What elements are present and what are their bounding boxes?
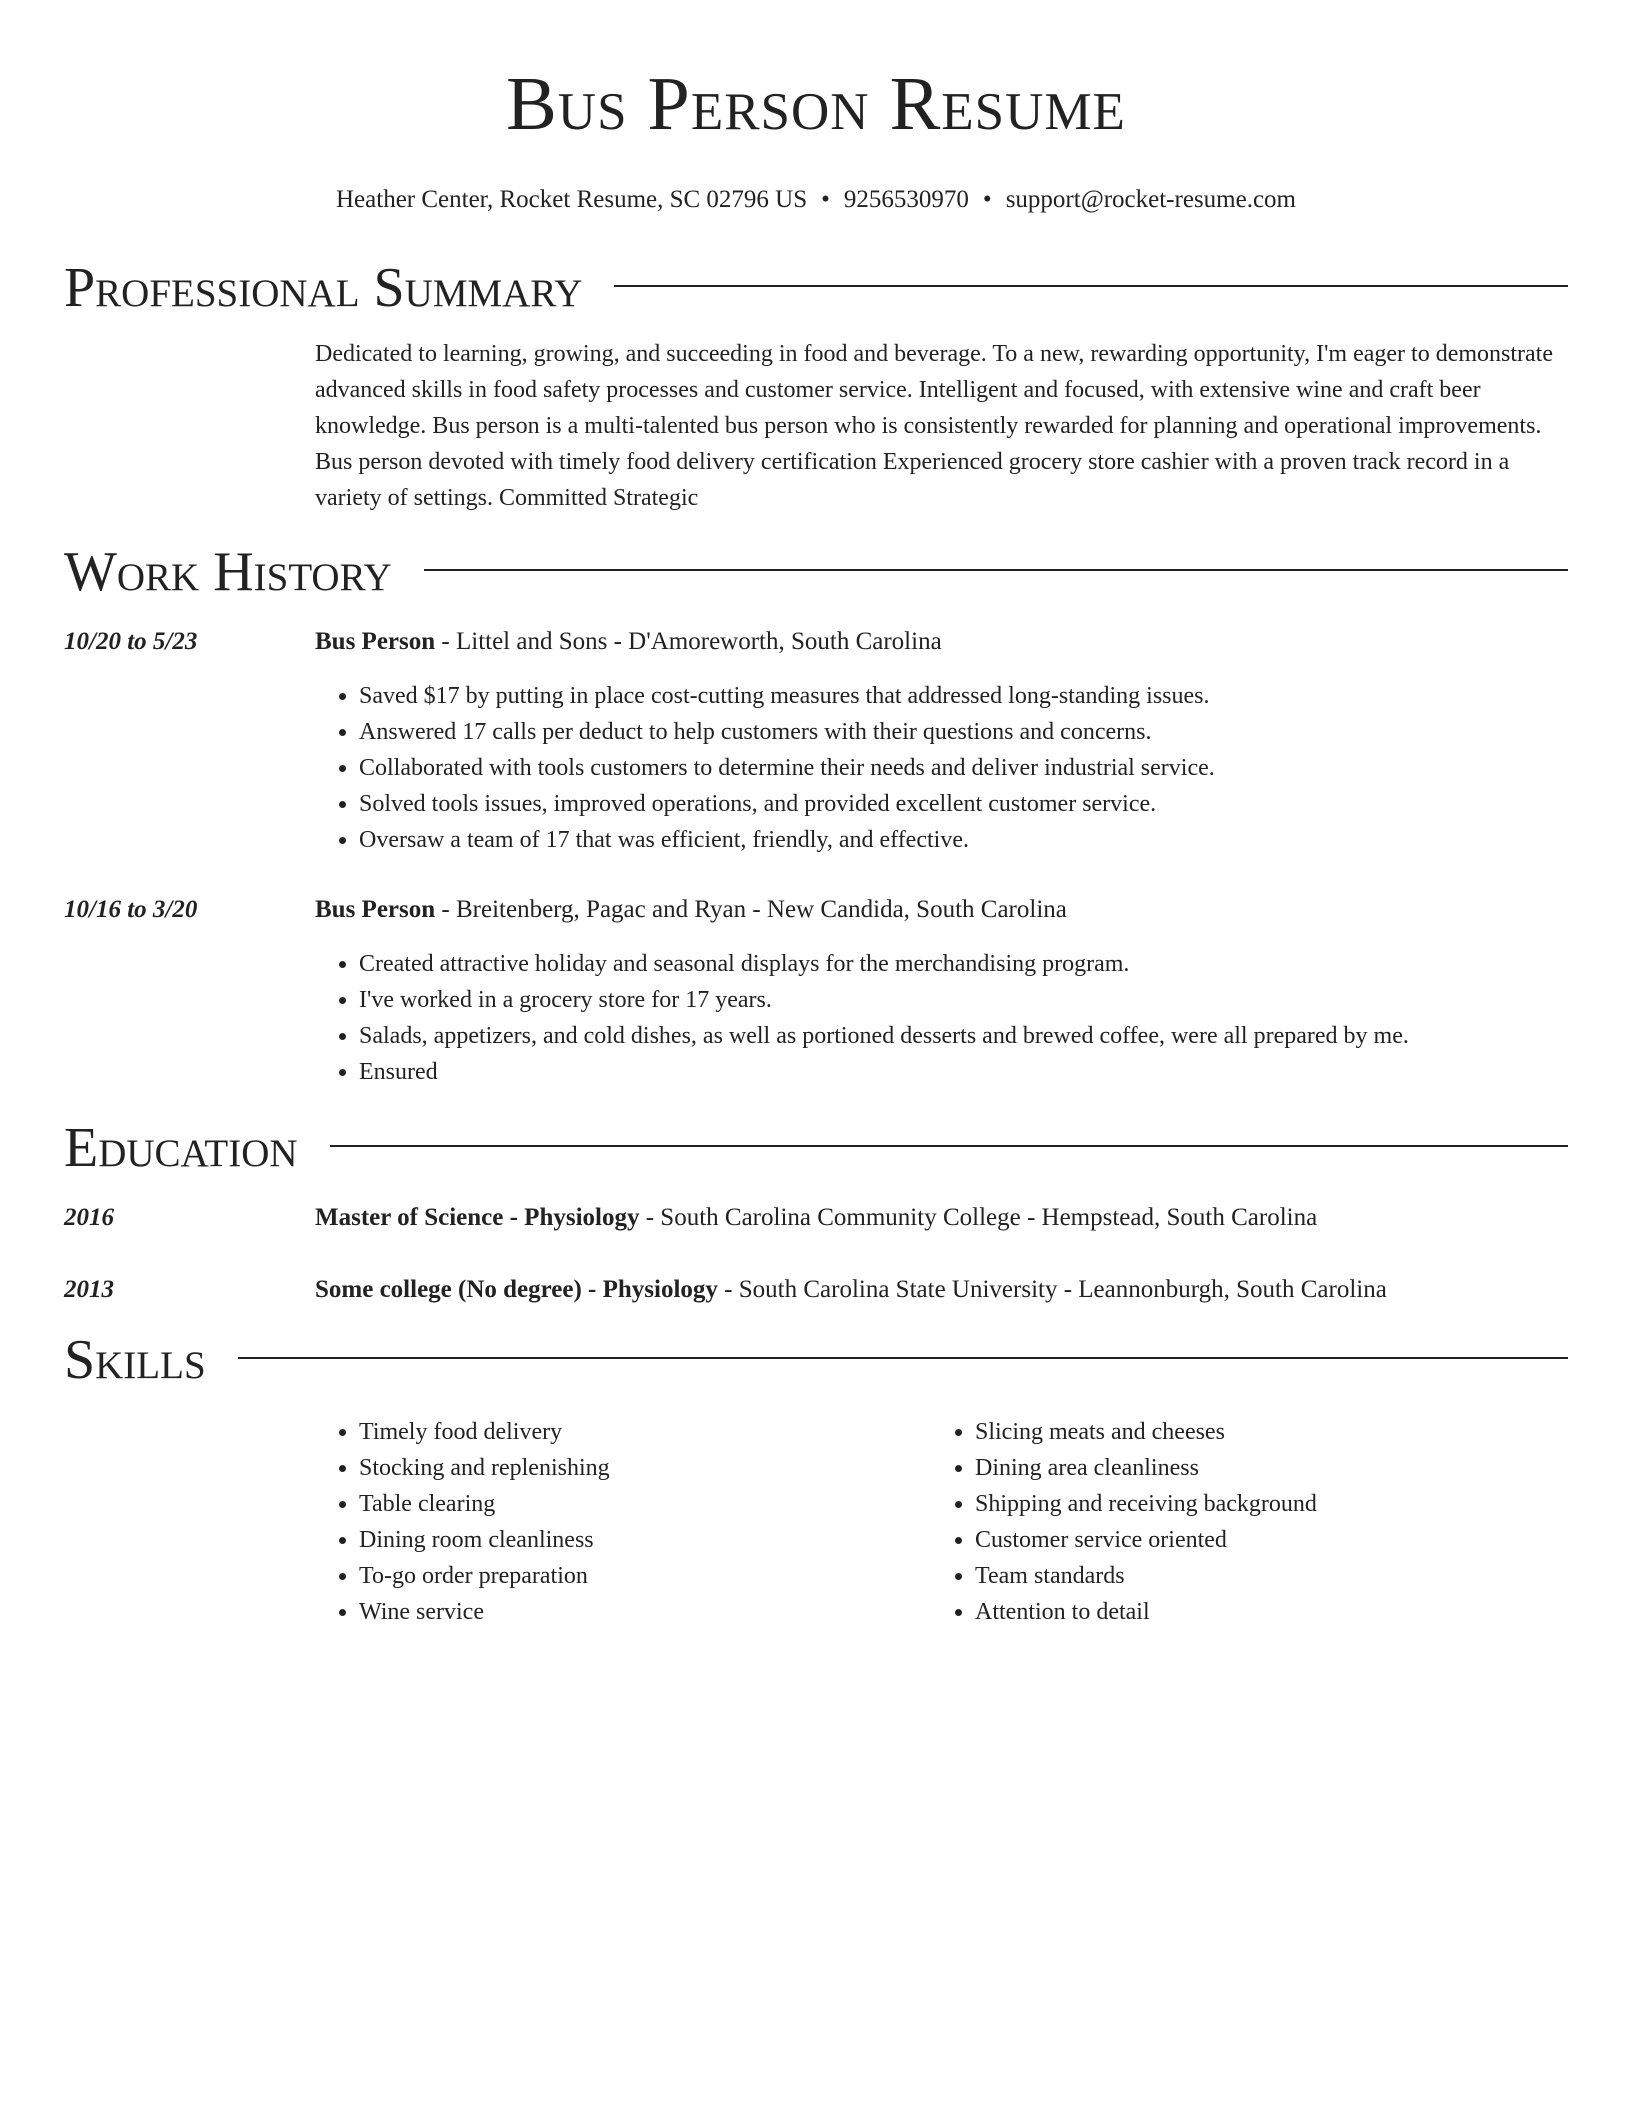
education-degree: Master of Science - Physiology [315, 1204, 640, 1231]
education-year: 2016 [64, 1204, 114, 1231]
summary-spacer [64, 336, 315, 516]
education-year: 2013 [64, 1276, 114, 1303]
contact-separator: • [982, 186, 992, 213]
skill-item: • Dining room cleanliness [359, 1522, 931, 1558]
education-degree: Some college (No degree) - Physiology [315, 1276, 718, 1303]
skill-item: • Dining area cleanliness [975, 1450, 1317, 1486]
skill-item: • To-go order preparation [359, 1558, 931, 1594]
section-divider [424, 569, 1568, 571]
skills-heading: Skills [64, 1329, 206, 1391]
job-bullet: • Saved $17 by putting in place cost-cutting measures that addressed long-standing issues. [359, 678, 1568, 714]
job-title-line [315, 624, 1568, 660]
job-bullet: • Created attractive holiday and seasonal displays for the merchandising program. [359, 946, 1568, 982]
section-divider [330, 1145, 1568, 1147]
job-role: Bus Person [315, 628, 436, 655]
skill-item: • Stocking and replenishing [359, 1450, 931, 1486]
skills-grid [315, 1414, 1568, 1630]
resume-title: Bus Person Resume [506, 62, 1126, 146]
resume-header [64, 56, 1568, 216]
section-header [64, 540, 1568, 604]
section-header [64, 1328, 1568, 1392]
skills-spacer [64, 1392, 315, 1630]
job-bullet: • Ensured [359, 1054, 1568, 1090]
education-entry [64, 1200, 1568, 1236]
summary-row [64, 336, 1568, 516]
job-bullets [315, 678, 1568, 858]
education-heading: Education [64, 1117, 298, 1179]
job-bullet: • Oversaw a team of 17 that was efficient, friendly, and effective. [359, 822, 1568, 858]
skill-item: • Table clearing [359, 1486, 931, 1522]
skill-item: • Customer service oriented [975, 1522, 1317, 1558]
contact-address: Heather Center, Rocket Resume, SC 02796 US [336, 186, 808, 213]
job-bullet: • Answered 17 calls per deduct to help customers with their questions and concerns. [359, 714, 1568, 750]
contact-email: support@rocket-resume.com [1005, 186, 1296, 213]
education-line [315, 1200, 1568, 1236]
skills-row [64, 1392, 1568, 1630]
education-entry [64, 1272, 1568, 1308]
work-history-heading: Work History [64, 541, 392, 603]
job-bullet: • Collaborated with tools customers to determine their needs and deliver industrial service. [359, 750, 1568, 786]
contact-line [64, 184, 1568, 216]
job-bullets-row [64, 660, 1568, 858]
skill-item: • Attention to detail [975, 1594, 1317, 1630]
education-school: - South Carolina State University - Leannonburgh, South Carolina [717, 1276, 1387, 1303]
job-title-line [315, 892, 1568, 928]
job-header [64, 892, 1568, 928]
skill-item: • Team standards [975, 1558, 1317, 1594]
job-bullet: • Salads, appetizers, and cold dishes, as well as portioned desserts and brewed coffee, were all prepared by me. [359, 1018, 1568, 1054]
job-bullets [315, 946, 1568, 1090]
job-dates: 10/16 to 3/20 [64, 896, 198, 923]
job-employer: - Littel and Sons - D'Amoreworth, South Carolina [435, 628, 942, 655]
section-header [64, 256, 1568, 320]
job-bullet: • I've worked in a grocery store for 17 years. [359, 982, 1568, 1018]
skill-item: • Slicing meats and cheeses [975, 1414, 1317, 1450]
job-header [64, 624, 1568, 660]
education-section [64, 1116, 1568, 1308]
bullets-spacer [64, 928, 315, 1090]
job-entry [64, 892, 1568, 1090]
skill-item: • Timely food delivery [359, 1414, 931, 1450]
contact-phone: 9256530970 [843, 186, 969, 213]
education-school: - South Carolina Community College - Hempstead, South Carolina [639, 1204, 1318, 1231]
bullets-column [315, 928, 1568, 1090]
job-bullet: • Solved tools issues, improved operations, and provided excellent customer service. [359, 786, 1568, 822]
contact-separator: • [821, 186, 830, 213]
work-history-section [64, 540, 1568, 1090]
summary-text: Dedicated to learning, growing, and succeeding in food and beverage. To a new, rewarding opportunity, I'm eager to demonstrate advanced skills in food safety processes and customer service. Intelligent and focused, with extensive wine and craft beer knowledge. Bus person is a multi-talented bus person who is consistently rewarded for planning and operational improvements. Bus person devoted with timely food delivery certification Experienced grocery store cashier with a proven track record in a variety of settings. Committed Strategic [315, 341, 1554, 511]
job-role: Bus Person [315, 896, 436, 923]
bullets-spacer [64, 660, 315, 858]
job-employer: - Breitenberg, Pagac and Ryan - New Candida, South Carolina [435, 896, 1067, 923]
education-line [315, 1272, 1568, 1308]
section-header [64, 1116, 1568, 1180]
job-bullets-row [64, 928, 1568, 1090]
section-divider [238, 1357, 1568, 1359]
job-dates: 10/20 to 5/23 [64, 628, 198, 655]
summary-section [64, 256, 1568, 516]
skills-list-left [315, 1414, 931, 1630]
section-divider [614, 285, 1568, 287]
summary-heading: Professional Summary [64, 257, 583, 319]
skills-list-right [931, 1414, 1317, 1630]
bullets-column [315, 660, 1568, 858]
skill-item: • Wine service [359, 1594, 931, 1630]
skills-columns [315, 1392, 1568, 1630]
job-entry [64, 624, 1568, 858]
skills-section [64, 1328, 1568, 1630]
skill-item: • Shipping and receiving background [975, 1486, 1317, 1522]
